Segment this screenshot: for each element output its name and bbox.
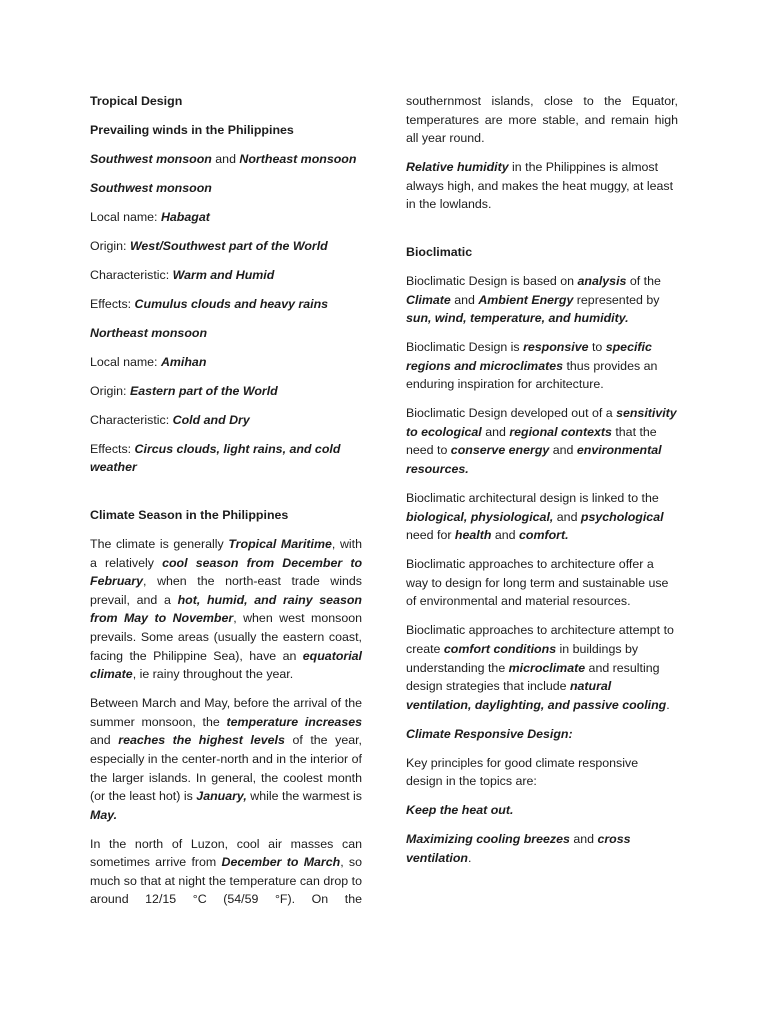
climate-paragraph-3-continued: southernmost islands, close to the Equator, temperatures are more stable, and remain high all year round.: [406, 94, 678, 146]
climate-paragraph-2: Between March and May, before the arrival of the summer monsoon, the temperature increases and reaches the highest levels of the year, especially in the center-north and in the interior of the larger islands. In general, the coolest month (or the least hot) is January, while the warmest is May.: [90, 696, 363, 822]
climate-paragraph-3: In the north of Luzon, cool air masses can sometimes arrive from December to March, so much so that at night the temperature can drop to around 12/15 °C (54/59 °F). On the: [90, 836, 362, 907]
climate-heading: Climate Season in the Philippines: [90, 508, 289, 522]
bioclimatic-paragraph-4: Bioclimatic architectural design is linked to the biological, physiological, and psychological need for health and comfort.: [406, 491, 664, 543]
sw-heading: Southwest monsoon: [90, 180, 212, 195]
sw-characteristic: Characteristic: Warm and Humid: [90, 267, 275, 282]
climate-responsive-heading: Climate Responsive Design:: [406, 726, 573, 741]
sw-origin: Origin: West/Southwest part of the World: [90, 238, 328, 253]
cooling-breezes: Maximizing cooling breezes and cross ventilation.: [406, 832, 631, 865]
ne-origin: Origin: Eastern part of the World: [90, 383, 278, 398]
sw-local-name: Local name: Habagat: [90, 209, 210, 224]
climate-paragraph-1: The climate is generally Tropical Maritime, with a relatively cool season from December to February, when the north-east trade winds prevail, and a hot, humid, and rainy season from May to November, when west monsoon prevails. Some areas (usually the eastern coast, facing the Philippine Sea), have an equatorial climate, ie rainy throughout the year.: [90, 536, 363, 682]
key-principles-paragraph: Key principles for good climate responsive design in the topics are:: [406, 755, 639, 789]
ne-local-name: Local name: Amihan: [90, 354, 207, 369]
bioclimatic-paragraph-5: Bioclimatic approaches to architecture offer a way to design for long term and sustainable use of environmental and material resources.: [406, 557, 669, 609]
winds-heading: Prevailing winds in the Philippines: [90, 122, 294, 137]
ne-effects: Effects: Circus clouds, light rains, and cold weather: [90, 441, 341, 475]
bioclimatic-paragraph-2: Bioclimatic Design is responsive to specific regions and microclimates thus provides an enduring inspiration for architecture.: [406, 340, 658, 392]
humidity-paragraph: Relative humidity in the Philippines is almost always high, and makes the heat muggy, at least in the lowlands.: [406, 160, 674, 212]
bioclimatic-paragraph-3: Bioclimatic Design developed out of a sensitivity to ecological and regional contexts that the need to conserve energy and environmental resources.: [406, 406, 677, 477]
left-column: [90, 92, 362, 919]
right-column: [406, 92, 678, 878]
ne-characteristic: Characteristic: Cold and Dry: [90, 412, 250, 427]
monsoons-line: Southwest monsoon and Northeast monsoon: [90, 151, 357, 166]
bioclimatic-paragraph-6: Bioclimatic approaches to architecture attempt to create comfort conditions in buildings by understanding the microclimate and resulting design strategies that include natural ventilation, daylighting, and passive cooling.: [406, 623, 674, 712]
doc-title: Tropical Design: [90, 94, 183, 108]
bioclimatic-heading: Bioclimatic: [406, 244, 473, 259]
sw-effects: Effects: Cumulus clouds and heavy rains: [90, 296, 329, 311]
keep-heat-out: Keep the heat out.: [406, 803, 514, 818]
bioclimatic-paragraph-1: Bioclimatic Design is based on analysis of the Climate and Ambient Energy represented by sun, wind, temperature, and humidity.: [406, 273, 661, 326]
ne-heading: Northeast monsoon: [90, 325, 208, 340]
